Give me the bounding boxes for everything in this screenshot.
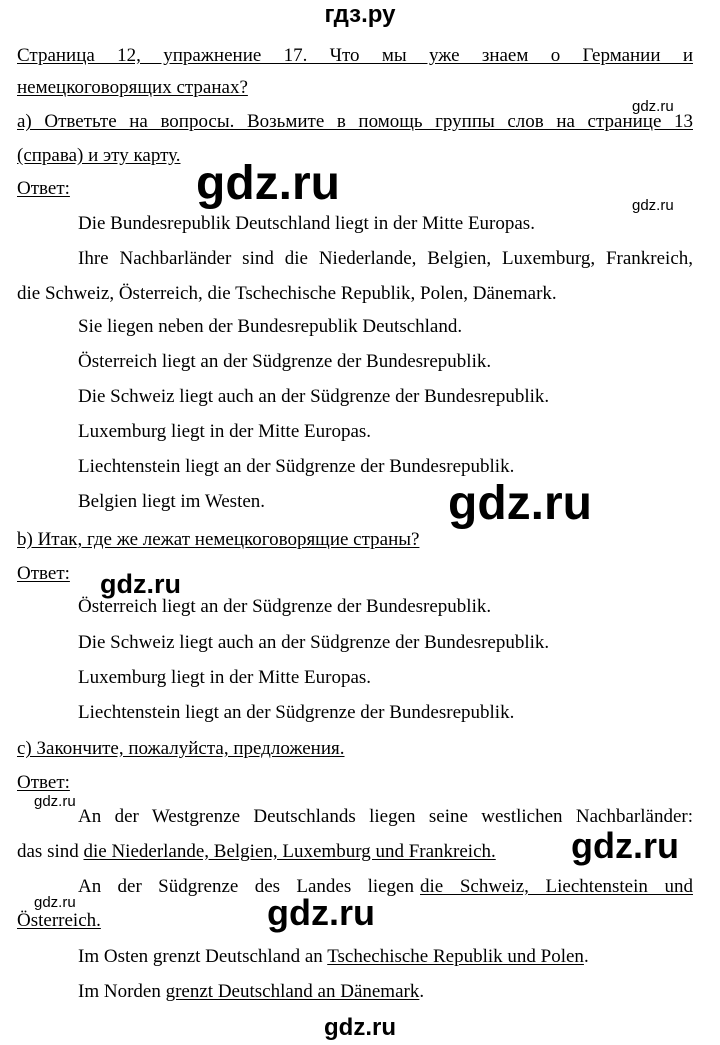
watermark: gdz.ru bbox=[267, 892, 375, 933]
answer-c-prefix: Im Osten grenzt Deutschland an bbox=[78, 946, 328, 967]
watermark-small: gdz.ru bbox=[34, 894, 76, 911]
answer-c-sentence1-cont bbox=[17, 841, 496, 863]
answer-a-line: Österreich liegt an der Südgrenze der Bundesrepublik. bbox=[78, 351, 492, 372]
exercise-title-line2: немецкоговорящих странах? bbox=[17, 77, 248, 98]
answer-c-sentence1: An der Westgrenze Deutschlands liegen seine westlichen Nachbarländer: bbox=[78, 806, 693, 827]
part-b-question: b) Итак, где же лежат немецкоговорящие страны? bbox=[17, 529, 420, 550]
watermark-small: gdz.ru bbox=[632, 98, 674, 115]
answer-c-sentence3 bbox=[78, 946, 589, 968]
site-title: гдз.ру bbox=[324, 1, 396, 28]
answer-a-line: Belgien liegt im Westen. bbox=[78, 491, 266, 512]
answer-a-line: Ihre Nachbarländer sind die Niederlande, Belgien, Luxemburg, Frankreich, bbox=[78, 248, 693, 269]
answer-c-sentence2 bbox=[78, 876, 693, 898]
watermark: gdz.ru bbox=[571, 825, 679, 866]
watermark-small: gdz.ru bbox=[632, 197, 674, 214]
answer-c-prefix: An der Südgrenze des Landes liegen bbox=[78, 876, 414, 897]
exercise-title-line1: Страница 12, упражнение 17. Что мы уже знаем о Германии и bbox=[17, 45, 693, 66]
answer-a-line: Luxemburg liegt in der Mitte Europas. bbox=[78, 421, 372, 442]
answer-c-fill: Tschechische Republik und Polen bbox=[327, 946, 584, 967]
answer-label-c: Ответ: bbox=[17, 772, 70, 793]
answer-a-line: Die Bundesrepublik Deutschland liegt in der Mitte Europas. bbox=[78, 213, 535, 234]
answer-a-line: Liechtenstein liegt an der Südgrenze der Bundesrepublik. bbox=[78, 456, 515, 477]
answer-c-suffix: . bbox=[583, 946, 589, 967]
answer-b-line: Luxemburg liegt in der Mitte Europas. bbox=[78, 667, 372, 688]
answer-a-line: Die Schweiz liegt auch an der Südgrenze der Bundesrepublik. bbox=[78, 386, 550, 407]
answer-c-fill: grenzt Deutschland an Dänemark bbox=[165, 981, 420, 1002]
watermark-small: gdz.ru bbox=[34, 793, 76, 810]
part-a-question-line2: (справа) и эту карту. bbox=[17, 145, 181, 166]
answer-c-suffix: . bbox=[419, 981, 425, 1002]
watermark: gdz.ru bbox=[324, 1014, 396, 1041]
answer-c-prefix: Im Norden bbox=[78, 981, 166, 1002]
answer-c-prefix: das sind bbox=[17, 841, 84, 862]
answer-c-sentence2-cont: Österreich. bbox=[17, 910, 101, 931]
watermark: gdz.ru bbox=[100, 569, 181, 599]
part-c-question: с) Закончите, пожалуйста, предложения. bbox=[17, 738, 345, 759]
answer-a-line: die Schweiz, Österreich, die Tschechische Republik, Polen, Dänemark. bbox=[17, 283, 557, 304]
answer-label-a: Ответ: bbox=[17, 178, 70, 199]
answer-a-line: Sie liegen neben der Bundesrepublik Deutschland. bbox=[78, 316, 463, 337]
answer-c-fill: die Schweiz, Liechtenstein und bbox=[420, 876, 693, 897]
answer-b-line: Liechtenstein liegt an der Südgrenze der Bundesrepublik. bbox=[78, 702, 515, 723]
answer-label-b: Ответ: bbox=[17, 563, 70, 584]
part-a-question-line1: а) Ответьте на вопросы. Возьмите в помощь группы слов на странице 13 bbox=[17, 111, 693, 132]
answer-b-line: Die Schweiz liegt auch an der Südgrenze der Bundesrepublik. bbox=[78, 632, 550, 653]
answer-c-fill: die Niederlande, Belgien, Luxemburg und Frankreich. bbox=[83, 841, 496, 862]
watermark: gdz.ru bbox=[448, 477, 592, 530]
watermark: gdz.ru bbox=[196, 157, 340, 210]
answer-c-sentence4 bbox=[78, 981, 424, 1003]
answer-b-line: Österreich liegt an der Südgrenze der Bundesrepublik. bbox=[78, 596, 492, 617]
